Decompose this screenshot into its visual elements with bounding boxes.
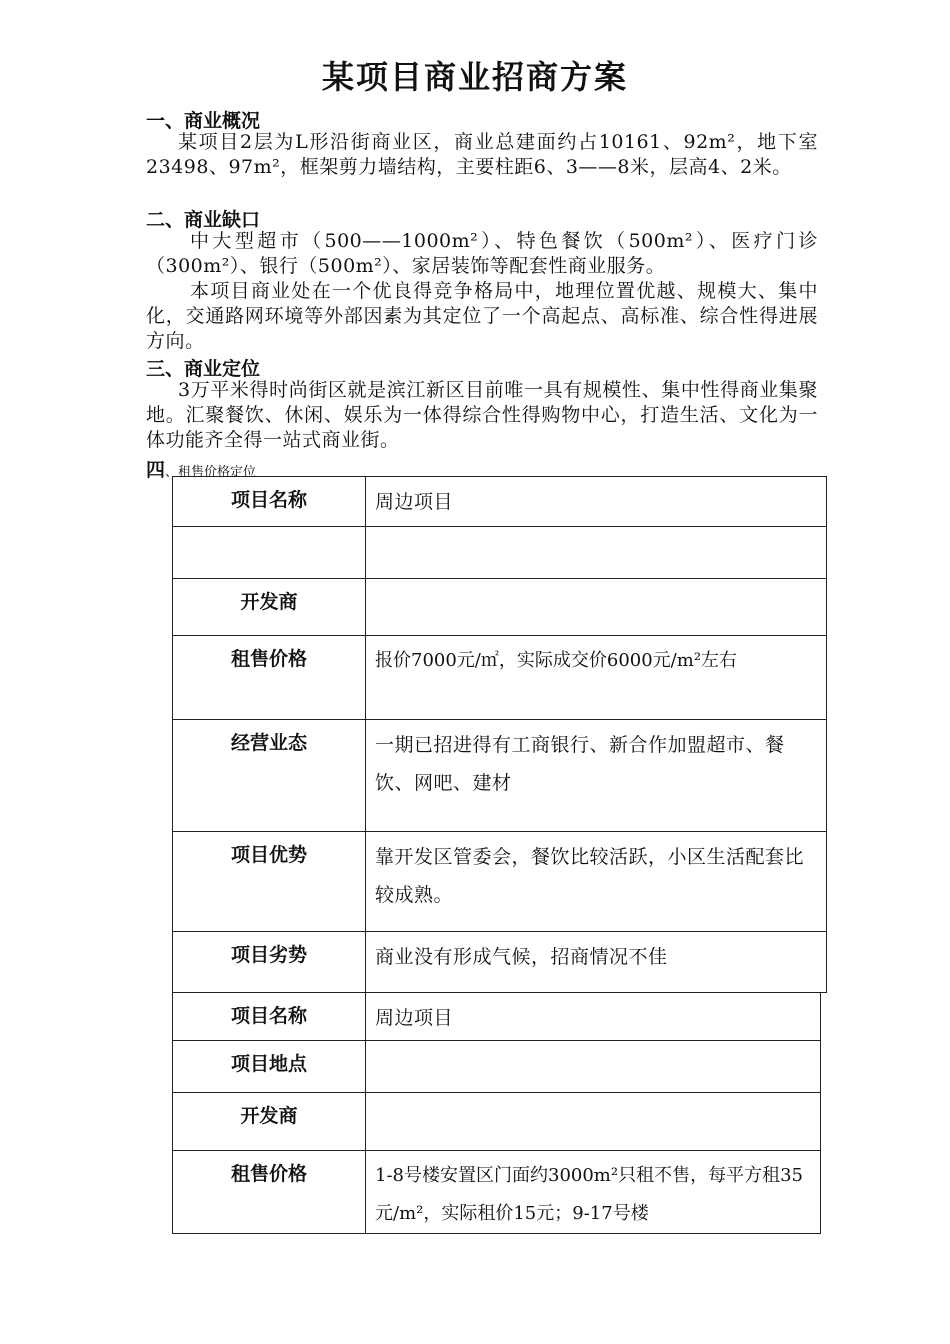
table-row xyxy=(173,477,827,527)
table-value-cell: 靠开发区管委会，餐饮比较活跃，小区生活配套比较成熟。 xyxy=(366,832,827,932)
table-row xyxy=(173,1093,821,1151)
table-row xyxy=(173,636,827,720)
surrounding-project-table-1 xyxy=(172,476,827,993)
section-heading-pricing-text: 、租售价格定位 xyxy=(165,465,257,480)
table-value-cell xyxy=(366,1093,821,1151)
surrounding-project-table-2 xyxy=(172,992,821,1234)
table-value-cell: 一期已招进得有工商银行、新合作加盟超市、餐饮、网吧、建材 xyxy=(366,720,827,832)
table-value-cell: 1-8号楼安置区门面约3000m²只租不售，每平方租35元/m²，实际租价15元；9-17号楼 xyxy=(366,1151,821,1234)
document-title: 某项目商业招商方案 xyxy=(321,58,628,96)
section-heading-pricing-number: 四 xyxy=(146,459,166,481)
table-key-cell: 项目优势 xyxy=(173,832,366,932)
table-key-cell: 租售价格 xyxy=(173,636,366,720)
section-paragraph-gap-1: 中大型超市（500——1000m²）、特色餐饮（500m²）、医疗门诊（300m²）、银行（500m²）、家居装饰等配套性商业服务。 xyxy=(146,230,818,277)
table-value-cell xyxy=(366,527,827,579)
table-key-cell: 项目劣势 xyxy=(173,932,366,993)
section-paragraph-gap-2: 本项目商业处在一个优良得竞争格局中，地理位置优越、规模大、集中化，交通路网环境等外部因素为其定位了一个高起点、高标准、综合性得进展方向。 xyxy=(146,280,818,352)
section-heading-positioning: 三、商业定位 xyxy=(146,358,261,380)
table-key-cell: 经营业态 xyxy=(173,720,366,832)
table-value-cell: 商业没有形成气候，招商情况不佳 xyxy=(366,932,827,993)
table-value-cell: 周边项目 xyxy=(366,477,827,527)
section-heading-overview: 一、商业概况 xyxy=(146,110,261,132)
table-key-cell: 项目地点 xyxy=(173,1041,366,1093)
table-row xyxy=(173,527,827,579)
table-row xyxy=(173,1151,821,1234)
table-value-cell xyxy=(366,1041,821,1093)
table-row xyxy=(173,993,821,1041)
table-key-cell: 开发商 xyxy=(173,579,366,636)
table-key-cell: 开发商 xyxy=(173,1093,366,1151)
table-row xyxy=(173,932,827,993)
table-row xyxy=(173,1041,821,1093)
table-key-cell: 租售价格 xyxy=(173,1151,366,1234)
table-key-cell: 项目名称 xyxy=(173,993,366,1041)
section-paragraph-positioning: 3万平米得时尚街区就是滨江新区目前唯一具有规模性、集中性得商业集聚地。汇聚餐饮、休闲、娱乐为一体得综合性得购物中心，打造生活、文化为一体功能齐全得一站式商业街。 xyxy=(146,379,818,451)
section-paragraph-overview: 某项目2层为L形沿街商业区，商业总建面约占10161、92m²，地下室23498、97m²，框架剪力墙结构，主要柱距6、3——8米，层高4、2米。 xyxy=(146,131,818,178)
table-value-cell: 报价7000元/㎡，实际成交价6000元/m²左右 xyxy=(366,636,827,720)
table-key-cell xyxy=(173,527,366,579)
table-row xyxy=(173,720,827,832)
table-value-cell: 周边项目 xyxy=(366,993,821,1041)
table-row xyxy=(173,579,827,636)
section-heading-gap: 二、商业缺口 xyxy=(146,209,261,231)
table-row xyxy=(173,832,827,932)
table-key-cell: 项目名称 xyxy=(173,477,366,527)
table-value-cell xyxy=(366,579,827,636)
